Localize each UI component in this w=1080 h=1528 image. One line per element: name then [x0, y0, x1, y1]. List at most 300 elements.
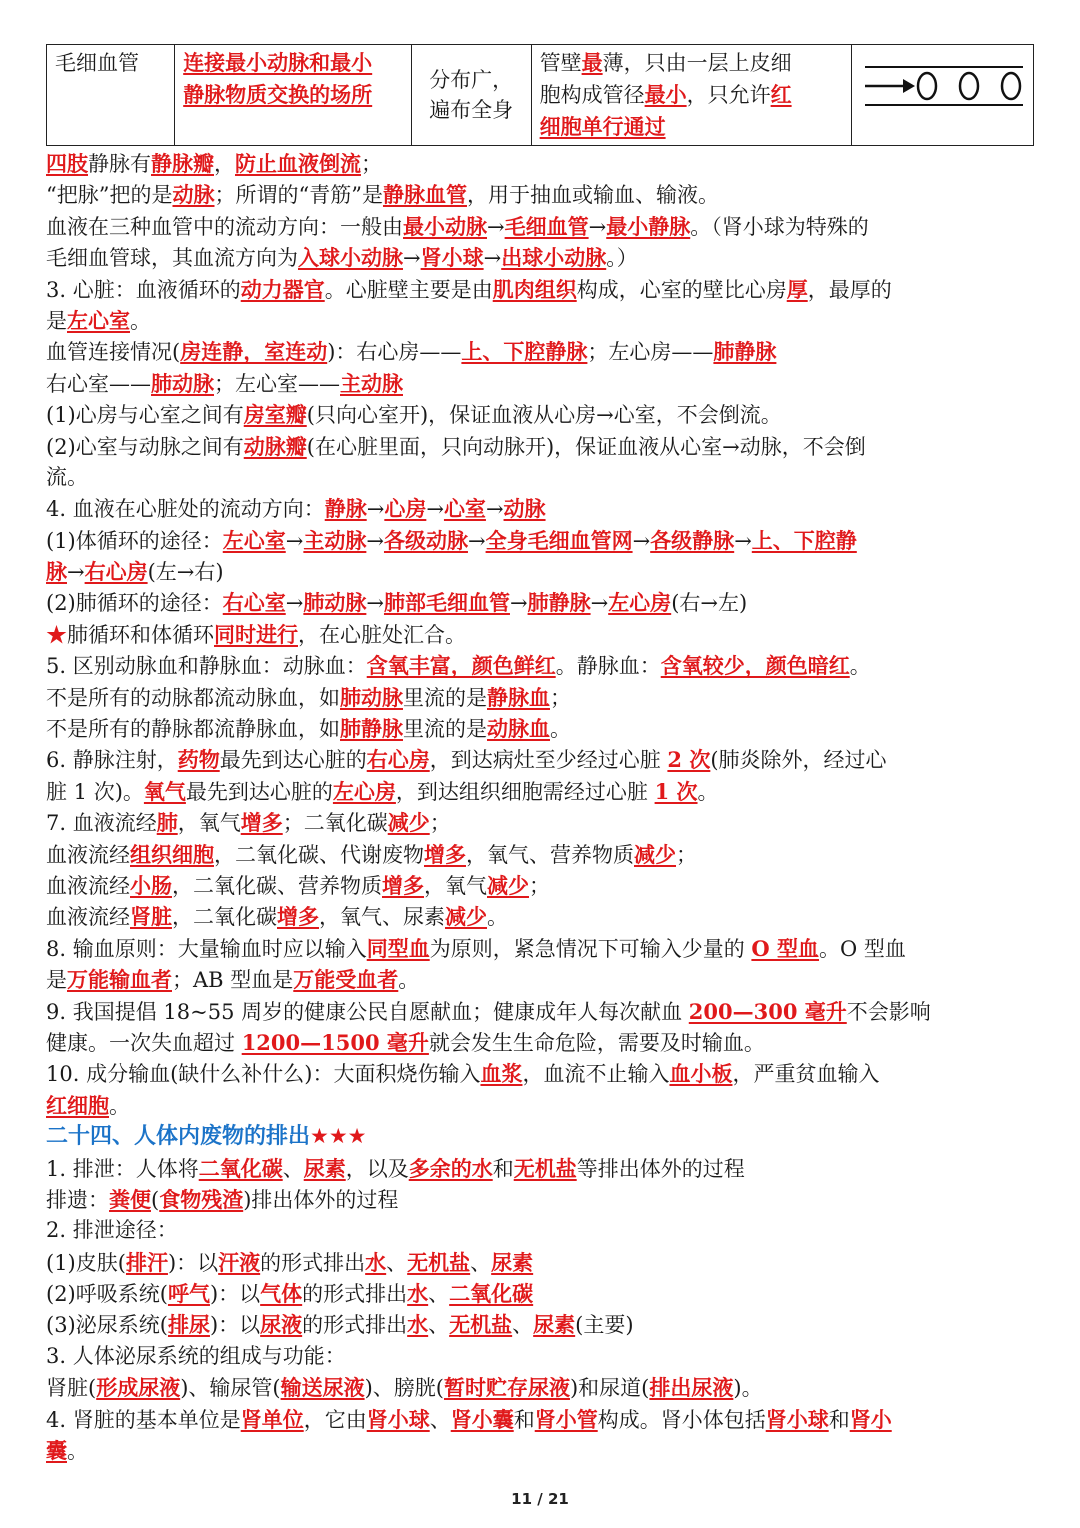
text-line: [46, 587, 1036, 618]
text-run: ；左心房——: [587, 340, 714, 365]
text-run: 右心室——: [46, 371, 151, 396]
text-run: 8. 输血原则：大量输血时应以输入: [46, 936, 367, 961]
key-term: 房连静，室连动: [180, 339, 328, 365]
key-term: 连接最小动脉和最小: [183, 50, 373, 75]
text-run: 为原则，紧急情况下可输入少量的: [429, 936, 752, 961]
text-run: 的形式排出: [302, 1282, 408, 1307]
key-term: 动脉血: [487, 716, 550, 742]
distribution-cell: [411, 45, 531, 146]
text-line: [46, 242, 1036, 273]
text-run: )和尿道(: [569, 1376, 650, 1401]
key-term: 减少: [634, 841, 676, 867]
key-term: 肾小球: [366, 1406, 430, 1432]
text-run: 和: [513, 1407, 535, 1432]
key-term: 组织细胞: [130, 841, 214, 867]
text-run: 不是所有的动脉都流动脉血，如: [46, 685, 340, 710]
key-term: 各级静脉: [650, 527, 735, 553]
key-term: 肺动脉: [303, 590, 367, 616]
key-term: 氧气: [143, 778, 186, 804]
text-run: (只向心室开)，保证血液从心房→心室，不会倒流。: [306, 403, 782, 428]
text-run: 静脉有: [88, 152, 151, 176]
text-line: [46, 807, 1036, 838]
text-line: [46, 274, 1036, 305]
text-run: 、: [282, 1156, 304, 1181]
text-run: 健康。一次失血超过: [46, 1030, 242, 1055]
key-term: 各级动脉: [383, 527, 468, 553]
text-run: ，在心脏处汇合。: [298, 622, 466, 647]
text-run: )：以: [167, 1250, 219, 1275]
text-run: 胞构成管径: [539, 83, 645, 107]
text-run: 、: [470, 1250, 492, 1275]
key-term: 最: [581, 50, 603, 75]
key-term: 肺动脉: [340, 684, 403, 710]
text-run: ；: [676, 842, 697, 867]
text-run: 不会影响: [846, 999, 931, 1024]
key-term: 二氧化碳: [198, 1155, 283, 1181]
text-run: 里流的是: [403, 717, 487, 742]
key-term: 左心房: [608, 590, 672, 616]
text-run: →: [426, 497, 444, 522]
text-run: 毛细血管球，其血流方向为: [46, 246, 298, 271]
vessel-name-cell: [47, 45, 175, 146]
text-line: [46, 1090, 1036, 1121]
key-term: 减少: [487, 872, 529, 898]
text-line: [46, 1341, 1036, 1372]
text-run: 肾脏(: [46, 1376, 97, 1401]
key-term: 肺动脉: [151, 370, 214, 396]
key-term: 肾小囊: [450, 1406, 514, 1432]
text-run: ，严重贫血输入: [732, 1062, 880, 1087]
text-line: [46, 462, 1036, 493]
text-run: 10. 成分输血(缺什么补什么)：大面积烧伤输入: [46, 1062, 481, 1087]
text-run: 脏 1 次)。: [46, 779, 144, 804]
text-run: 4. 肾脏的基本单位是: [46, 1407, 241, 1432]
key-term: 增多: [277, 904, 319, 930]
text-line: [46, 1278, 1036, 1309]
key-term: 血小板: [669, 1061, 733, 1087]
key-term: 血浆: [480, 1061, 523, 1087]
text-line: [46, 1184, 1036, 1215]
text-line: [46, 964, 1036, 995]
key-term: O 型血: [751, 935, 820, 961]
text-line: [46, 744, 1036, 775]
text-run: ，: [214, 152, 235, 176]
text-run: 的形式排出: [260, 1250, 366, 1275]
text-run: →: [632, 528, 651, 553]
text-run: )：以: [209, 1282, 261, 1307]
key-term: 输送尿液: [280, 1375, 365, 1401]
text-run: 、: [512, 1313, 534, 1338]
key-term: 主动脉: [303, 527, 367, 553]
text-run: →: [590, 591, 609, 616]
text-line: [46, 996, 1036, 1027]
text-run: 6. 静脉注射，: [46, 748, 178, 773]
text-run: 的形式排出: [302, 1313, 408, 1338]
text-run: 、: [386, 1250, 408, 1275]
text-run: ，它由: [303, 1407, 367, 1432]
text-run: 。: [67, 1439, 88, 1464]
text-run: ，到达组织细胞需经过心脏: [395, 779, 655, 804]
text-run: ，氧气: [177, 811, 241, 836]
text-line: [46, 399, 1036, 430]
key-term: 肺部毛细血管: [383, 590, 510, 616]
text-run: ；所谓的“青筋”是: [214, 183, 383, 208]
key-term: 动脉: [503, 496, 546, 522]
text-run: 血液在三种血管中的流动方向：一般由: [46, 214, 403, 239]
text-run: 。: [697, 779, 719, 804]
key-term: 无机盐: [449, 1312, 513, 1338]
text-run: 和: [828, 1407, 850, 1432]
text-line: [46, 839, 1036, 870]
text-run: 和: [492, 1156, 514, 1181]
text-run: →: [403, 246, 421, 271]
text-line: [46, 682, 1036, 713]
key-term: 肾小球: [420, 245, 484, 271]
text-line: [46, 933, 1036, 964]
text-line: [46, 1027, 1036, 1058]
key-term: 万能受血者: [293, 967, 399, 993]
text-run: 。心脏壁主要是由: [324, 277, 493, 302]
key-term: 1200—1500 毫升: [241, 1029, 429, 1055]
key-term: 2 次: [667, 747, 711, 773]
key-term: 最小: [644, 82, 687, 107]
key-term: 减少: [445, 904, 487, 930]
key-term: 心室: [443, 496, 486, 522]
key-term: 食物残渣: [159, 1186, 244, 1212]
key-term: 二氧化碳: [449, 1281, 534, 1307]
feature-cell: [531, 45, 851, 146]
text-run: →: [67, 560, 85, 585]
star-icon: ★: [46, 622, 67, 647]
text-run: ；: [529, 873, 550, 898]
text-run: 血液流经: [46, 905, 130, 930]
text-run: (在心脏里面，只向动脉开)，保证血液从心室→动脉，不会倒: [306, 434, 866, 459]
key-term: 上、下腔静脉: [461, 339, 588, 365]
text-run: ，用于抽血或输血、输液。: [466, 183, 719, 208]
text-run: (2)肺循环的途径：: [46, 591, 223, 616]
text-run: →: [467, 528, 486, 553]
text-run: ；: [361, 152, 382, 176]
text-run: (左→右): [147, 560, 224, 585]
text-run: 毛细血管: [55, 51, 139, 75]
page-number: 11 / 21: [511, 1490, 569, 1508]
key-term: 含氧较少，颜色暗红: [660, 653, 850, 679]
text-run: (: [151, 1187, 160, 1212]
key-term: 肾脏: [130, 904, 172, 930]
text-run: 血管连接情况(: [46, 340, 181, 365]
key-term: 水: [365, 1249, 387, 1275]
key-term: 厚: [786, 276, 808, 302]
text-run: 9. 我国提倡 18~55 周岁的健康公民自愿献血；健康成年人每次献血: [46, 999, 689, 1024]
key-term: 减少: [387, 810, 430, 836]
key-term: 水: [407, 1312, 429, 1338]
text-run: )排出体外的过程: [243, 1187, 399, 1212]
key-term: 尿素: [303, 1155, 346, 1181]
key-term: 尿素: [533, 1312, 576, 1338]
key-term: 左心房: [332, 778, 396, 804]
key-term: 无机盐: [407, 1249, 471, 1275]
text-run: ，氧气、尿素: [319, 905, 445, 930]
text-run: 3. 人体泌尿系统的组成与功能：: [46, 1343, 346, 1368]
notes-body: [46, 148, 1036, 1466]
text-line: [46, 179, 1036, 210]
key-term: 脉: [46, 559, 67, 585]
text-line: [46, 525, 1036, 556]
text-run: 。: [487, 905, 508, 930]
text-run: 肺循环和体循环: [67, 622, 214, 647]
key-term: 肾小: [849, 1406, 892, 1432]
key-term: 入球小动脉: [298, 245, 403, 271]
key-term: 右心室: [222, 590, 286, 616]
text-run: )。: [733, 1376, 763, 1401]
text-run: ；: [429, 811, 451, 836]
key-term: 气体: [260, 1281, 303, 1307]
key-term: 静脉血: [487, 684, 550, 710]
text-run: →: [366, 497, 385, 522]
key-term: 静脉血管: [382, 182, 467, 208]
text-run: 、: [429, 1407, 451, 1432]
key-term: 肾单位: [240, 1406, 304, 1432]
key-term: 水: [407, 1281, 429, 1307]
key-term: 汗液: [218, 1249, 261, 1275]
text-line: [46, 1435, 1036, 1466]
text-line: [46, 431, 1036, 462]
text-run: 薄，只由一层上皮细: [602, 51, 792, 75]
diagram-cell: [851, 45, 1033, 146]
key-term: 左心室: [222, 527, 286, 553]
text-run: 、: [428, 1313, 450, 1338]
text-run: ；二氧化碳: [282, 811, 388, 836]
text-run: 流。: [46, 464, 88, 489]
key-term: 房室瓣: [243, 402, 307, 428]
text-run: ，二氧化碳、代谢废物: [214, 842, 424, 867]
text-run: (肺炎除外，经过心: [710, 748, 887, 773]
key-term: 排出尿液: [649, 1375, 734, 1401]
section-heading: 二十四、人体内废物的排出: [46, 1123, 311, 1150]
text-run: (3)泌尿系统(: [46, 1313, 168, 1338]
text-run: 。: [130, 308, 151, 333]
text-run: 排遗：: [46, 1187, 109, 1212]
text-run: 遍布全身: [429, 98, 514, 122]
star-icon: ★★★: [310, 1124, 367, 1149]
key-term: 同型血: [366, 935, 430, 961]
key-term: 毛细血管: [504, 213, 589, 239]
text-line: [46, 650, 1036, 681]
capillary-table: [46, 44, 1034, 146]
text-run: 最先到达心脏的: [185, 779, 333, 804]
text-run: 4. 血液在心脏处的流动方向：: [46, 497, 325, 522]
key-term: 防止血液倒流: [235, 151, 361, 176]
key-term: 排汗: [125, 1249, 168, 1275]
text-line: [46, 211, 1036, 242]
key-term: 增多: [424, 841, 466, 867]
text-line: [46, 1121, 1036, 1152]
text-line: [46, 776, 1036, 807]
key-term: 右心房: [366, 747, 430, 773]
key-term: 静脉物质交换的场所: [183, 82, 373, 107]
text-line: [46, 305, 1036, 336]
text-run: →: [734, 528, 752, 553]
text-run: (2)呼吸系统(: [46, 1282, 168, 1307]
key-term: 肌肉组织: [492, 276, 577, 302]
text-run: →: [588, 214, 607, 239]
text-run: ，到达病灶至少经过心脏: [429, 748, 668, 773]
key-term: 肺: [156, 810, 178, 836]
function-cell: [175, 45, 412, 146]
text-run: 2. 排泄途径：: [46, 1218, 178, 1243]
text-run: 。O 型血: [819, 936, 906, 961]
text-run: ，血流不止输入: [522, 1062, 670, 1087]
text-line: [46, 1309, 1036, 1340]
key-term: 万能输血者: [67, 967, 172, 993]
text-line: [46, 556, 1036, 587]
text-run: 血液流经: [46, 873, 130, 898]
key-term: 尿素: [491, 1249, 534, 1275]
text-run: ，最厚的: [807, 277, 892, 302]
text-run: 是: [46, 308, 67, 333]
text-run: 不是所有的静脉都流静脉血，如: [46, 717, 340, 742]
text-run: 最先到达心脏的: [219, 748, 367, 773]
text-run: (2)心室与动脉之间有: [46, 434, 244, 459]
key-term: 右心房: [84, 559, 148, 585]
text-run: ，只允许: [686, 83, 771, 107]
text-run: “把脉”把的是: [46, 183, 173, 208]
text-run: →: [366, 591, 384, 616]
text-run: (1)体循环的途径：: [46, 528, 223, 553]
text-run: 。: [109, 1093, 130, 1118]
key-term: 红: [770, 82, 792, 107]
text-run: →: [485, 497, 504, 522]
key-term: 细胞单行通过: [539, 114, 666, 139]
capillary-diagram: [857, 59, 1027, 113]
text-run: ；左心室——: [214, 371, 340, 396]
key-term: 无机盐: [513, 1155, 577, 1181]
text-run: ；: [550, 685, 571, 710]
text-line: [46, 1215, 1036, 1246]
text-run: 。）: [606, 246, 638, 271]
text-run: (主要): [575, 1313, 634, 1338]
text-run: 。静脉血：: [555, 654, 661, 679]
key-term: 呼气: [167, 1281, 210, 1307]
key-term: 红细胞: [46, 1092, 109, 1118]
text-line: [46, 1372, 1036, 1403]
text-line: [46, 870, 1036, 901]
text-run: (1)心房与心室之间有: [46, 403, 244, 428]
text-line: [46, 619, 1036, 650]
text-run: 7. 血液流经: [46, 811, 157, 836]
text-run: 等排出体外的过程: [576, 1156, 745, 1181]
text-run: 。: [550, 717, 571, 742]
text-run: ，二氧化碳、营养物质: [172, 873, 382, 898]
key-term: 同时进行: [214, 621, 298, 647]
text-run: ；AB 型血是: [172, 968, 294, 993]
text-run: 。（肾小球为特殊的: [690, 214, 869, 239]
text-run: 就会发生生命危险，需要及时输血。: [428, 1030, 765, 1055]
key-term: 最小静脉: [606, 213, 691, 239]
text-line: [46, 1247, 1036, 1278]
key-term: 1 次: [654, 778, 698, 804]
key-term: 增多: [382, 872, 424, 898]
text-run: 里流的是: [403, 685, 487, 710]
text-run: →: [285, 528, 304, 553]
key-term: 200—300 毫升: [688, 998, 847, 1024]
text-run: 是: [46, 968, 67, 993]
key-term: 心房: [384, 496, 427, 522]
key-term: 排尿: [167, 1312, 210, 1338]
text-run: ，氧气: [424, 873, 487, 898]
key-term: 多余的水: [408, 1155, 493, 1181]
text-line: [46, 1058, 1036, 1089]
key-term: 药物: [177, 747, 220, 773]
key-term: 静脉: [324, 496, 367, 522]
key-term: 出球小动脉: [501, 245, 607, 271]
text-line: [46, 1153, 1036, 1184]
text-run: 构成，心室的壁比心房: [576, 277, 787, 302]
text-run: 管壁: [539, 51, 582, 75]
text-run: ，二氧化碳: [172, 905, 277, 930]
key-term: 动脉: [172, 182, 215, 208]
text-run: )：右心房——: [327, 340, 462, 365]
key-term: 左心室: [67, 307, 130, 333]
key-term: 动脉瓣: [243, 433, 307, 459]
text-run: 分布广，: [429, 68, 514, 92]
text-run: →: [509, 591, 528, 616]
key-term: 最小动脉: [403, 213, 487, 239]
text-run: →: [366, 528, 384, 553]
text-line: [46, 1404, 1036, 1435]
text-run: )、输尿管(: [180, 1376, 281, 1401]
text-run: 构成。肾小体包括: [597, 1407, 766, 1432]
text-run: →: [483, 246, 502, 271]
key-term: 上、下腔静: [751, 527, 857, 553]
document-page: [46, 44, 1036, 1466]
text-run: 1. 排泄：人体将: [46, 1156, 199, 1181]
text-line: [46, 493, 1036, 524]
text-run: ，氧气、营养物质: [466, 842, 634, 867]
key-term: 囊: [46, 1438, 67, 1464]
text-run: →: [487, 214, 505, 239]
text-line: [46, 336, 1036, 367]
text-run: 3. 心脏：血液循环的: [46, 277, 241, 302]
key-term: 含氧丰富，颜色鲜红: [366, 653, 556, 679]
key-term: 暂时贮存尿液: [443, 1375, 570, 1401]
key-term: 肺静脉: [713, 339, 777, 365]
text-run: 。: [398, 968, 420, 993]
key-term: 肺静脉: [527, 590, 591, 616]
key-term: 四肢: [46, 151, 88, 176]
key-term: 动力器官: [240, 276, 325, 302]
text-run: 、: [428, 1282, 450, 1307]
text-run: ，以及: [345, 1156, 409, 1181]
text-run: 血液流经: [46, 842, 130, 867]
key-term: 增多: [240, 810, 283, 836]
key-term: 肾小管: [534, 1406, 598, 1432]
key-term: 小肠: [130, 872, 172, 898]
text-run: (1)皮肤(: [46, 1250, 126, 1275]
text-run: )：以: [209, 1313, 261, 1338]
key-term: 全身毛细血管网: [485, 527, 633, 553]
text-line: [46, 148, 1036, 179]
key-term: 粪便: [109, 1186, 151, 1212]
text-line: [46, 713, 1036, 744]
text-line: [46, 901, 1036, 932]
key-term: 肺静脉: [340, 716, 403, 742]
key-term: 形成尿液: [96, 1375, 181, 1401]
key-term: 静脉瓣: [151, 151, 214, 176]
text-run: →: [285, 591, 304, 616]
key-term: 主动脉: [340, 370, 403, 396]
text-run: )、膀胱(: [364, 1376, 444, 1401]
